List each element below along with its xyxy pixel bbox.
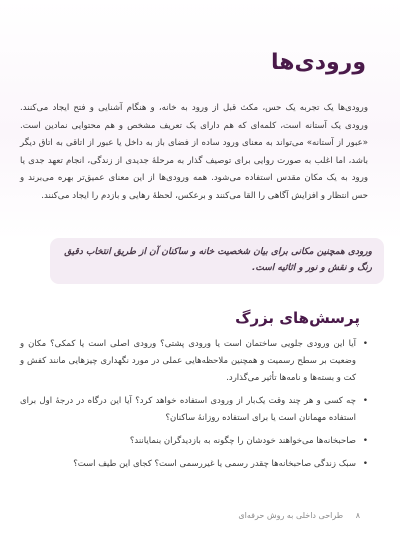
list-item-text: آیا این ورودی جلویی ساختمان است یا ورودی پشتی؟ ورودی اصلی است یا کمکی؟ مکان و وضعیت بر سطح رسمیت و همچنین ملاحظه‌هایی عملی در مورد نگهداری چیزهایی مانند کفش و کت و بسته‌ها و نامه‌ها تأثیر می‌گذارد. [20,339,356,383]
book-title: طراحی داخلی به روش حرفه‌ای [238,511,344,520]
list-item [20,336,368,387]
page-footer [238,511,360,520]
section-title: پرسش‌های بزرگ [235,309,360,327]
bullet-icon: • [362,436,368,446]
list-item [20,433,368,450]
page-number: ۸ [355,511,360,520]
list-item [20,393,368,427]
list-item [20,456,368,473]
bullet-icon: • [362,339,368,349]
pull-quote: ورودی همچنین مکانی برای بیان شخصیت خانه و ساکنان آن از طریق انتخاب دقیق رنگ و نقش و نور و اثاثیه است. [50,238,384,284]
question-list [20,336,368,479]
intro-paragraph: ورودی‌ها یک تجربه یک حس، مکث قبل از ورود به خانه، و هنگام آشنایی و فتح ایجاد می‌کنند. ورودی یک آستانه است، کلمه‌ای که هم دارای یک تعریف مشخص و هم محتوایی نمادین است. «عبور از آستانه» می‌تواند به معنای ورود ساده از فضای باز به داخل یا عبور از اتاقی به اتاق دیگر باشد، اما اغلب به صورت روایی برای توصیف گذار به مرحلهٔ جدیدی از زندگی، انجام تعهد جدی یا ورود به یک مکان مقدس استفاده می‌شود. همه ورودی‌ها از این معنای عمیق‌تر بهره می‌برند و حس انتظار و افزایش آگاهی را القا می‌کنند و برعکس، لحظهٔ رهایی و بازدم را ایجاد می‌کنند. [20,103,368,201]
page-title: ورودی‌ها [271,50,366,75]
list-item-text: چه کسی و هر چند وقت یک‌بار از ورودی استفاده خواهد کرد؟ آیا این درگاه در درجهٔ اول برای استفاده مهمانان است یا برای استفاده روزانهٔ ساکنان؟ [20,396,356,423]
bullet-icon: • [362,396,368,406]
bullet-icon: • [362,459,368,469]
list-item-text: صاحبخانه‌ها می‌خواهند خودشان را چگونه به بازدیدگران بنمایانند؟ [129,436,356,446]
list-item-text: سبک زندگی صاحبخانه‌ها چقدر رسمی یا غیررسمی است؟ کجای این طیف است؟ [73,459,356,469]
